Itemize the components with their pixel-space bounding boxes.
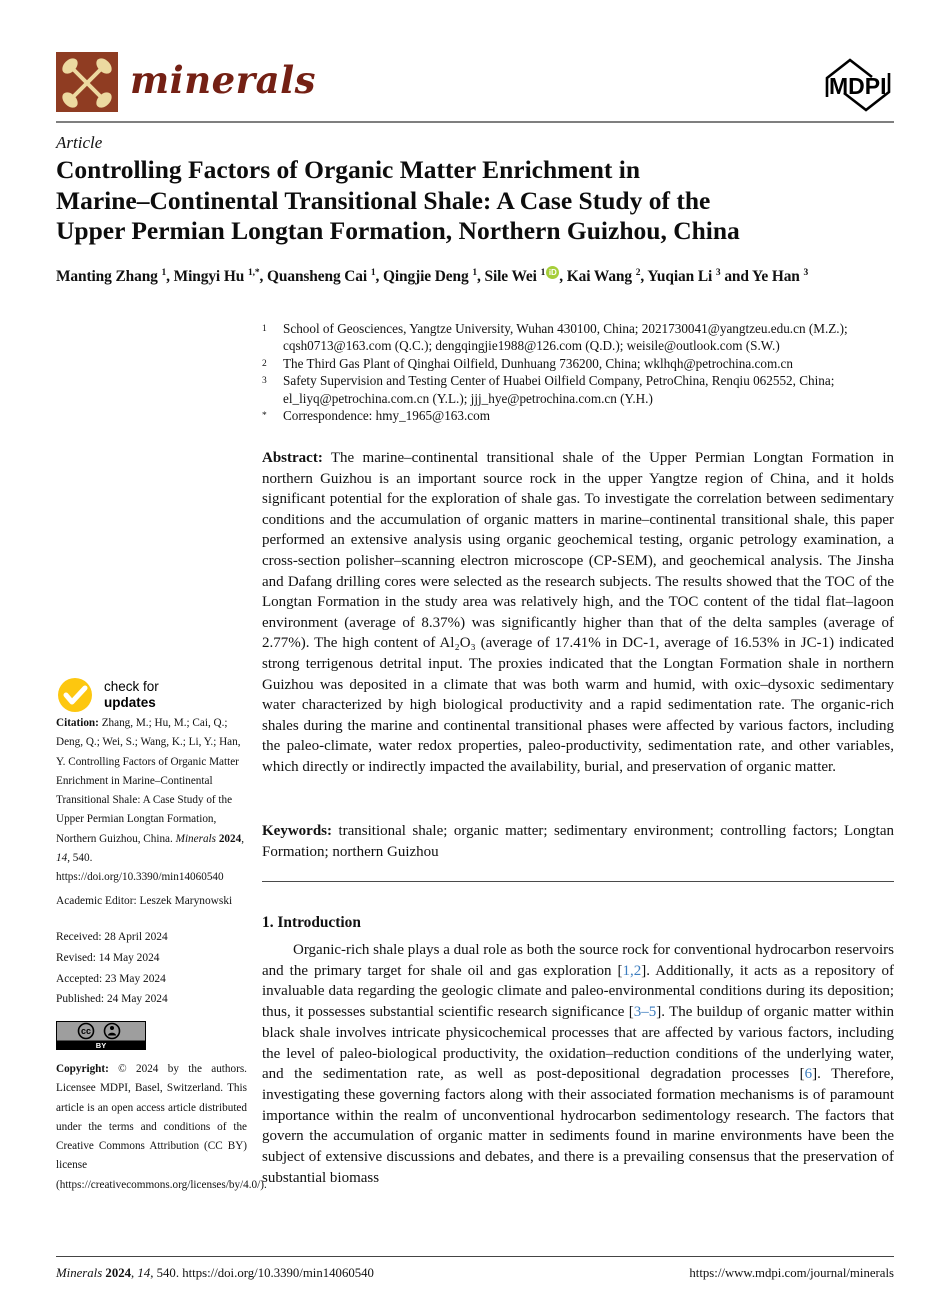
cc-by-license-badge[interactable]: [56, 1021, 146, 1055]
paper-title: [56, 155, 906, 247]
affiliation-text: Safety Supervision and Testing Center of Huabei Oilfield Company, PetroChina, Renqiu 062552, China; el_liyq@petrochina.com.cn (Y.L.); jjj_hye@petrochina.com.cn (Y.H.): [283, 373, 835, 406]
intro-text: ]. The buildup of organic matter within black shale involves intricate physicochemical processes that are affected by various factors, including the level of paleo-biological productivity, the oxidation–reduction conditions of the underlying water, and the sedimentation rate, as well as post-depositional degradation processes [: [262, 1004, 894, 1083]
affiliation-text: The Third Gas Plant of Qinghai Oilfield, Dunhuang 736200, China; wklhqh@petrochina.com.cn: [283, 355, 794, 371]
date-published: Published: 24 May 2024: [56, 993, 168, 1006]
correspondence: [262, 407, 896, 424]
academic-editor: Academic Editor: Leszek Marynowski: [56, 895, 233, 907]
keywords-divider: [262, 881, 894, 882]
intro-text: Organic-rich shale plays a dual role as both the source rock for conventional hydrocarbon reservoirs and the primary target for shale oil and gas exploration [: [262, 942, 894, 979]
footer-divider: [56, 1256, 894, 1257]
affiliation-3: [262, 372, 896, 407]
footer-citation[interactable]: Minerals 2024, 14, 540. https://doi.org/10.3390/min14060540: [56, 1266, 374, 1280]
keywords-label: Keywords:: [262, 823, 332, 839]
check-badge-text: check for updates: [104, 679, 159, 710]
author: Sile Wei $^1$ iD ,: [484, 268, 567, 286]
header-divider: [56, 121, 894, 123]
article-dates: [56, 927, 247, 1010]
author: Yuqian Li $^3$ and: [647, 268, 753, 286]
footer-journal-url[interactable]: https://www.mdpi.com/journal/minerals: [689, 1266, 894, 1280]
copyright-notice: [56, 1060, 267, 1195]
by-label: BY: [95, 1041, 107, 1050]
date-accepted: Accepted: 23 May 2024: [56, 972, 166, 985]
footer-doi: , 540. https://doi.org/10.3390/min14060540: [150, 1266, 374, 1280]
correspondence-marker: *: [262, 411, 267, 422]
check-icon: [56, 676, 96, 716]
cc-icon: cc: [80, 1026, 92, 1037]
intro-text: ]. Additionally, it acts as a repository of invaluable data regarding the geologic climate and paleo-environmental conditions during its deposition; thus, it possesses substantial scientific research significance [: [262, 962, 894, 1021]
citation-doi[interactable]: , 540. https://doi.org/10.3390/min14060540: [56, 852, 224, 884]
intro-text: ]. Therefore, investigating these governing factors along with their associated formation mechanisms is of paramount importance within the realm of unconventional hydrocarbon sedimentology research. The factors that govern the accumulation of organic matter in sediments found in marine environments have been the subject of extensive discussions and debates, and there is a prevailing consensus that the preservation of substantial biomass: [262, 1066, 894, 1186]
date-revised: Revised: 14 May 2024: [56, 951, 160, 964]
date-received: Received: 28 April 2024: [56, 931, 168, 943]
author: Qingjie Deng $^1$,: [382, 268, 485, 286]
title-line-1: Controlling Factors of Organic Matter Enrichment in: [56, 155, 641, 184]
affiliations: [262, 320, 896, 424]
article-type-label: Article: [56, 133, 103, 152]
citation-ref-6[interactable]: 6: [804, 1066, 813, 1083]
keywords: [262, 821, 894, 862]
mdpi-logo-text: MDPI: [829, 73, 887, 99]
author: Manting Zhang $^1$,: [56, 268, 174, 286]
citation-ref-1-2[interactable]: 1,2: [622, 962, 642, 979]
minerals-journal-logo: [56, 52, 118, 112]
affiliation-1: [262, 320, 896, 355]
affiliation-marker: 2: [262, 358, 267, 369]
affiliation-marker: 3: [262, 376, 267, 387]
copyright-text: © 2024 by the authors. Licensee MDPI, Basel, Switzerland. This article is an open access article distributed under the terms and conditions of the Creative Commons Attribution (CC BY) license (https://creativecommons.org/licenses/by/4.0/).: [56, 1063, 267, 1191]
citation-label: Citation:: [56, 717, 102, 729]
abstract-label: Abstract:: [262, 450, 323, 466]
check-for-updates-badge[interactable]: [56, 676, 206, 716]
author: Quansheng Cai $^1$,: [267, 268, 383, 286]
citation-body: Zhang, M.; Hu, M.; Cai, Q.; Deng, Q.; Wei, S.; Wang, K.; Li, Y.; Han, Y. Controlling Factors of Organic Matter Enrichment in Marine–Continental Transitional Shale: A Case Study of the Upper Permian Longtan Formation, Northern Guizhou, China.: [56, 717, 241, 845]
person-icon: [110, 1026, 114, 1030]
keywords-text: transitional shale; organic matter; sedimentary environment; controlling factors; Longtan Formation; northern Guizhou: [262, 823, 894, 860]
crossed-tools-icon: [56, 52, 118, 112]
orcid-icon[interactable]: iD: [546, 266, 559, 279]
affiliation-text: School of Geosciences, Yangtze University, Wuhan 430100, China; 2021730041@yangtzeu.edu.cn (M.Z.); cqsh0713@163.com (Q.C.); dengqingjie1988@126.com (Q.D.); weisile@outlook.com (S.W.): [283, 321, 848, 354]
abstract: [262, 448, 894, 778]
title-line-3: Upper Permian Longtan Formation, Northern Guizhou, China: [56, 216, 740, 246]
affiliation-marker: 1: [262, 324, 267, 334]
introduction-paragraph: [262, 940, 894, 1188]
citation-block: Citation: Zhang, M.; Hu, M.; Cai, Q.; Deng, Q.; Wei, S.; Wang, K.; Li, Y.; Han, Y. Controlling Factors of Organic Matter Enrichment in Marine–Continental Transitional Shale: A Case Study of the Upper Permian Longtan Formation, Northern Guizhou, China. Minerals 2024, 14, 540. https://doi.org/10.3390/min14060540: [56, 717, 244, 884]
author: Kai Wang $^2$,: [566, 268, 648, 286]
title-line-2: Marine–Continental Transitional Shale: A Case Study of the: [56, 185, 711, 215]
journal-name: minerals: [130, 58, 317, 102]
author: Ye Han $^3$: [752, 268, 809, 286]
abstract-text: The marine–continental transitional shale of the Upper Permian Longtan Formation in northern Guizhou is an important source rock in the upper Yangtze region of China, and it holds significant potential for the exploration of shale gas. To investigate the correlation between sedimentary conditions and the accumulation of organic matters in marine–continental transitional shale, this paper performed an extensive analysis using organic geochemical testing, organic petrology examination, a cross-section polisher–scanning electron microscope (CP-SEM), and geochemical analysis. The Jinsha and Dafang drilling cores were selected as the research subjects. The results showed that the TOC of the Longtan Formation in the study area was relatively high, and the TOC content of the tidal flat–lagoon environment (average of 8.37%) was significantly higher than that of the delta samples (average of 2.77%). The high content of Al₂O₃ (average of 17.41% in DC-1, average of 16.53% in JC-1) indicated strong terrigenous detrital input. The proxies indicated that the Longtan Formation shale in northern Guizhou was deposited in a climate that was both warm and humid, with oxic–dysoxic sedimentary water characterized by high biological productivity and a rapid sedimentation rate. The organic-rich shales during the marine and continental transitional phases were affected by various factors, including the paleo-climate, water redox properties, paleo-productivity, sedimentation rate, and other variables, which directly or indirectly impacted the availability, burial, and preservation of organic matter.: [262, 450, 894, 775]
mdpi-logo: [820, 56, 896, 119]
correspondence-text: Correspondence: hmy_1965@163.com: [283, 408, 490, 424]
author: Mingyi Hu $^{1,*}$,: [173, 268, 268, 286]
author-list: [56, 266, 916, 286]
citation-ref-3-5[interactable]: 3–5: [633, 1004, 657, 1021]
affiliation-2: [262, 355, 896, 372]
section-heading-introduction: 1. Introduction: [262, 914, 361, 931]
copyright-label: Copyright:: [56, 1063, 119, 1075]
